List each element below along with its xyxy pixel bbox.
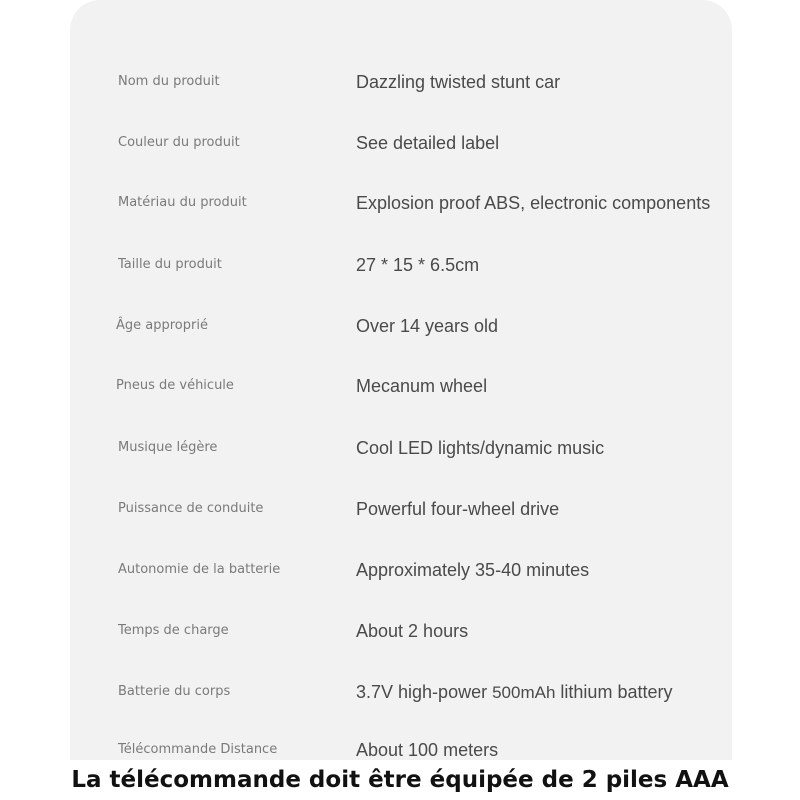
spec-label: Autonomie de la batterie bbox=[118, 562, 281, 577]
spec-value-part: 3.7V high-power bbox=[356, 682, 493, 702]
spec-label: Télécommande Distance bbox=[118, 742, 278, 757]
spec-label: Matériau du produit bbox=[118, 195, 247, 210]
spec-value: Cool LED lights/dynamic music bbox=[356, 438, 605, 458]
spec-value: Over 14 years old bbox=[356, 316, 499, 336]
spec-label: Âge approprié bbox=[116, 318, 208, 333]
spec-row-product-name bbox=[0, 74, 800, 104]
spec-value: About 2 hours bbox=[356, 621, 469, 641]
spec-label: Couleur du produit bbox=[118, 135, 240, 150]
spec-value: Mecanum wheel bbox=[356, 376, 488, 396]
spec-row-charge-time bbox=[0, 623, 800, 653]
spec-label: Taille du produit bbox=[118, 257, 222, 272]
spec-value: Explosion proof ABS, electronic components bbox=[356, 193, 711, 213]
spec-value: See detailed label bbox=[356, 133, 500, 153]
spec-value: About 100 meters bbox=[356, 740, 499, 760]
spec-value bbox=[356, 681, 672, 704]
spec-row-light-music bbox=[0, 440, 800, 470]
spec-label: Nom du produit bbox=[118, 74, 220, 89]
spec-row-body-battery bbox=[0, 684, 800, 714]
spec-label: Pneus de véhicule bbox=[116, 378, 234, 393]
spec-label: Temps de charge bbox=[118, 623, 229, 638]
spec-value: Dazzling twisted stunt car bbox=[356, 72, 561, 92]
spec-value-capacity: 500mAh bbox=[492, 683, 556, 702]
spec-row-vehicle-tires bbox=[0, 378, 800, 408]
spec-label: Batterie du corps bbox=[118, 684, 231, 699]
spec-value: 27 * 15 * 6.5cm bbox=[356, 255, 480, 275]
spec-row-product-size bbox=[0, 257, 800, 287]
spec-label: Musique légère bbox=[118, 440, 218, 455]
spec-row-battery-life bbox=[0, 562, 800, 592]
spec-value: Powerful four-wheel drive bbox=[356, 499, 560, 519]
spec-value: Approximately 35-40 minutes bbox=[356, 560, 590, 580]
spec-row-product-color bbox=[0, 135, 800, 165]
spec-label: Puissance de conduite bbox=[118, 501, 264, 516]
spec-row-suitable-age bbox=[0, 318, 800, 348]
spec-row-product-material bbox=[0, 195, 800, 225]
spec-row-driving-power bbox=[0, 501, 800, 531]
spec-value-part: lithium battery bbox=[555, 682, 673, 702]
battery-caption: La télécommande doit être équipée de 2 piles AAA bbox=[0, 760, 800, 800]
